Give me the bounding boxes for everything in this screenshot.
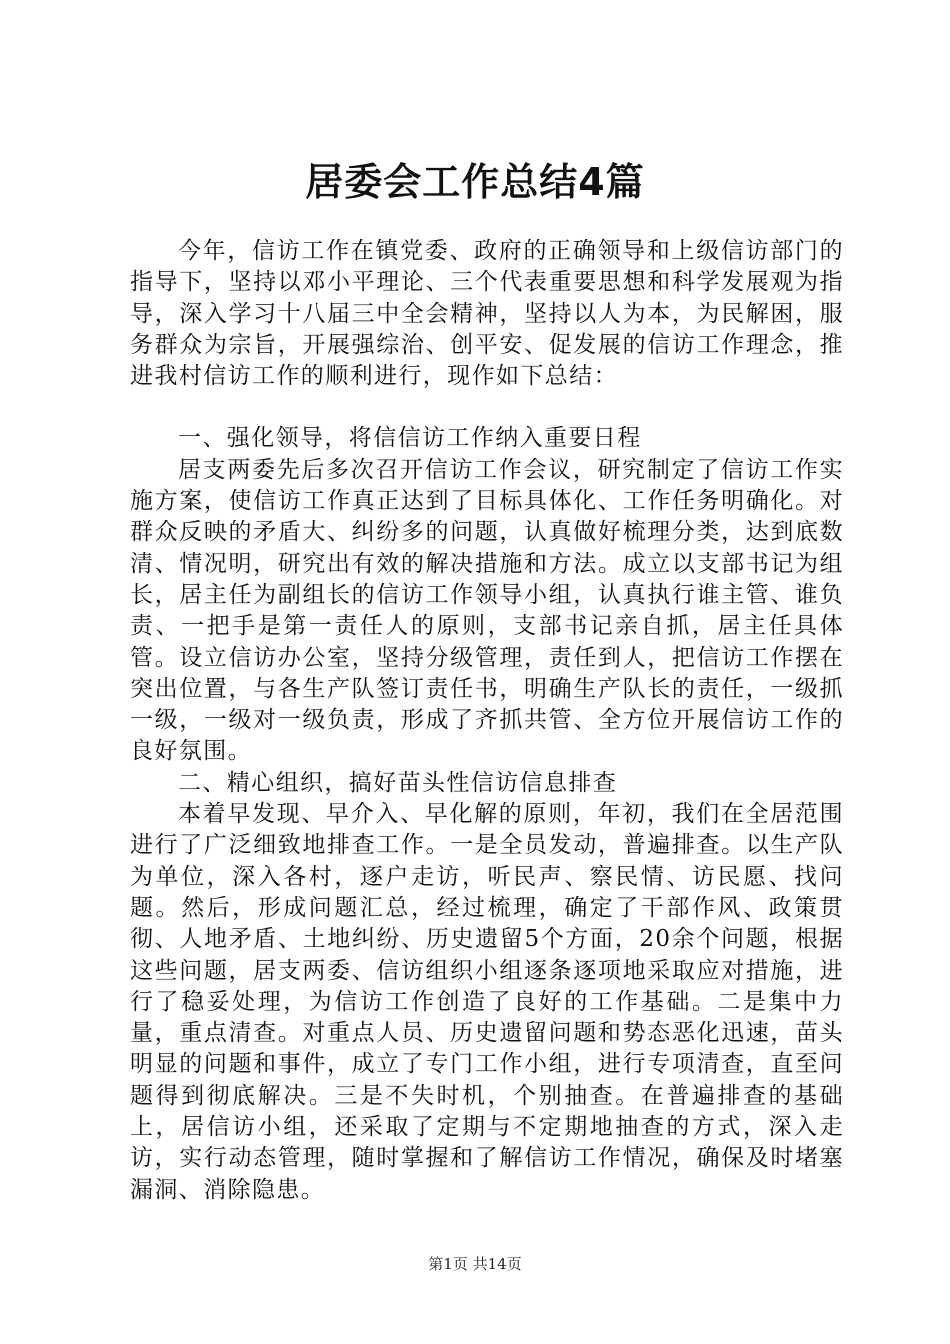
intro-paragraph: 今年，信访工作在镇党委、政府的正确领导和上级信访部门的指导下，坚持以邓小平理论、三个代表重要思想和科学发展观为指导，深入学习十八届三中全会精神，坚持以人为本，为民解困，服务群众为宗旨，开展强综治、创平安、促发展的信访工作理念，推进我村信访工作的顺利进行，现作如下总结： [130, 238, 844, 390]
section-2-paragraph: 本着早发现、早介入、早化解的原则，年初，我们在全居范围进行了广泛细致地排查工作。一是全员发动，普遍排查。以生产队为单位，深入各村，逐户走访，听民声、察民情、访民愿、找问题。然后，形成问题汇总，经过梳理，确定了干部作风、政策贯彻、人地矛盾、土地纠纷、历史遗留5个方面，20余个问题，根据这些问题，居支两委、信访组织小组逐条逐项地采取应对措施，进行了稳妥处理，为信访工作创造了良好的工作基础。二是集中力量，重点清查。对重点人员、历史遗留问题和势态恶化迅速，苗头明显的问题和事件，成立了专门工作小组，进行专项清查，直至问题得到彻底解决。三是不失时机，个别抽查。在普遍排查的基础上，居信访小组，还采取了定期与不定期地抽查的方式，深入走访，实行动态管理，随时掌握和了解信访工作情况，确保及时堵塞漏洞、消除隐患。 [130, 801, 844, 1203]
section-heading-1: 一、强化领导，将信信访工作纳入重要日程 [178, 425, 642, 452]
page-footer: 第1页 共14页 [428, 1255, 522, 1273]
document-body [130, 236, 844, 1206]
document-title: 居委会工作总结4篇 [305, 160, 645, 204]
section-1-paragraph: 居支两委先后多次召开信访工作会议，研究制定了信访工作实施方案，使信访工作真正达到了目标具体化、工作任务明确化。对群众反映的矛盾大、纠纷多的问题，认真做好梳理分类，达到底数清、情况明，研究出有效的解决措施和方法。成立以支部书记为组长，居主任为副组长的信访工作领导小组，认真执行谁主管、谁负责、一把手是第一责任人的原则，支部书记亲自抓，居主任具体管。设立信访办公室，坚持分级管理，责任到人，把信访工作摆在突出位置，与各生产队签订责任书，明确生产队长的责任，一级抓一级，一级对一级负责，形成了齐抓共管、全方位开展信访工作的良好氛围。 [130, 456, 844, 765]
section-heading-2: 二、精心组织，搞好苗头性信访信息排查 [178, 769, 618, 796]
